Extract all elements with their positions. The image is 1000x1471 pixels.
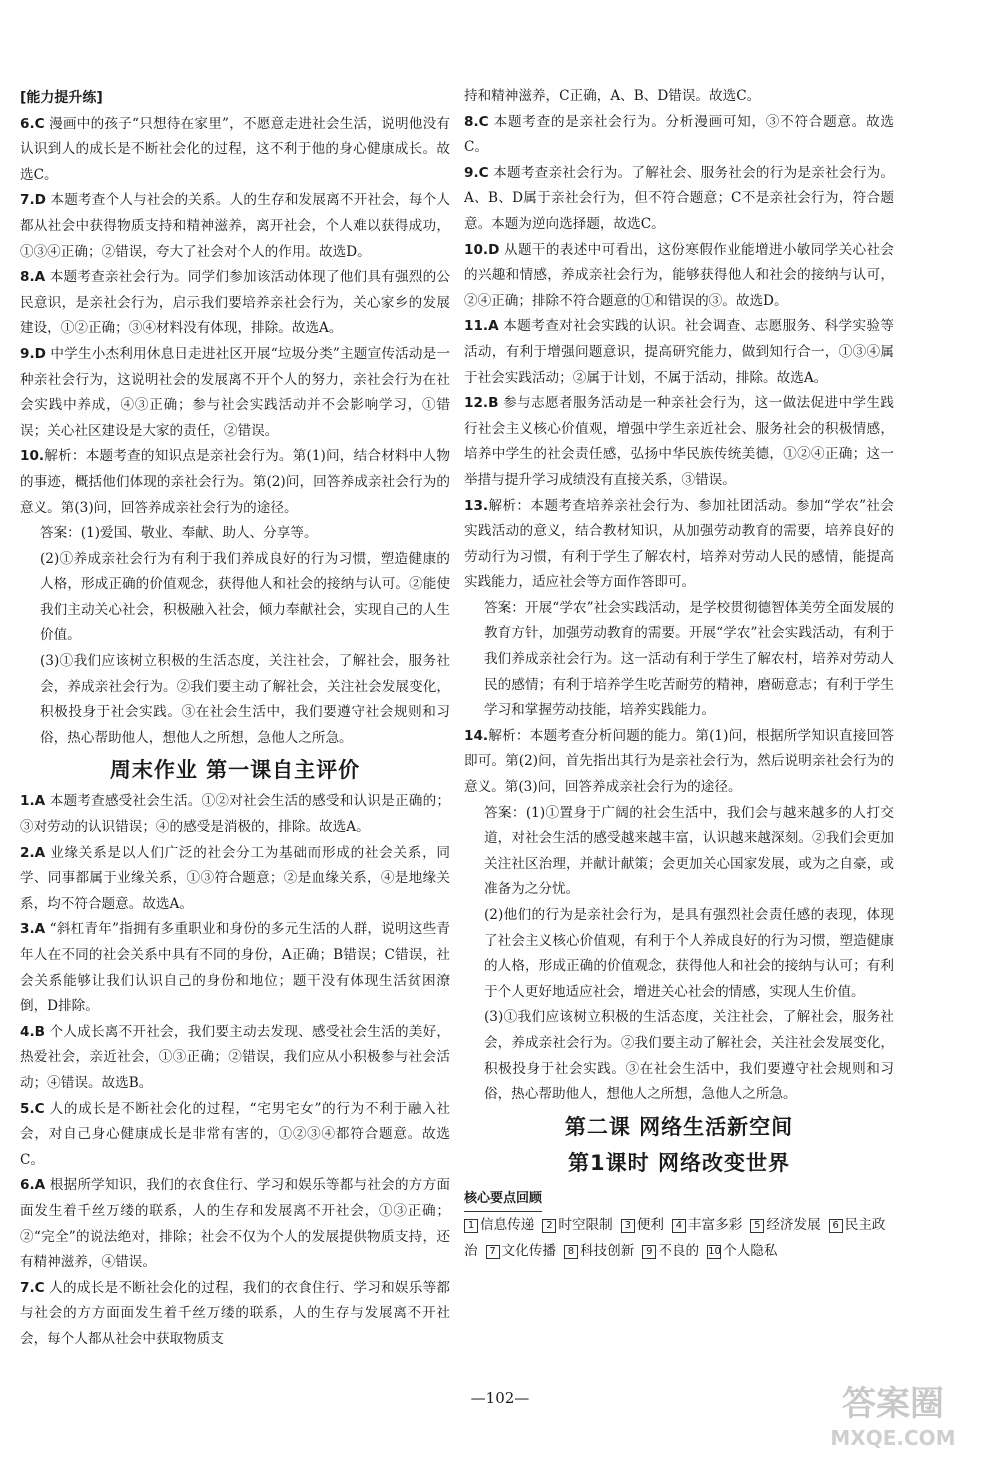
key-point-item [564,1243,634,1259]
answer-paragraph: 答案：(1)①置身于广阔的社会生活中，我们会与越来越多的人打交道，对社会生活的感受越来越丰富，认识越来越深刻。②我们会更加关注社区治理，并献计献策；会更加关心国家发展，或为之自豪，或准备为之分忧。 [484,804,894,898]
key-point-item [750,1217,820,1233]
answer-paragraph: (3)①我们应该树立积极的生活态度，关注社会，了解社会，服务社会，养成亲社会行为。②我们要主动了解社会，关注社会发展变化，积极投身于社会实践。③在社会生活中，我们要遵守社会规则和习俗，热心帮助他人，想他人之所想，急他人之所急。 [40,653,450,746]
item-number: 9.D [20,345,46,362]
item-text: 本题考查感受社会生活。①②对社会生活的感受和认识是正确的；③对劳动的认识错误；④的感受是消极的，排除。故选A。 [20,793,450,836]
item-number: 1.A [20,793,46,810]
item-number: 6.A [20,1177,46,1194]
key-point-item [642,1243,699,1259]
list-item-14 [464,724,894,801]
key-points-list [464,1212,894,1264]
item-text: 漫画中的孩子“只想待在家里”，不愿意走进社会生活，说明他没有认识到人的成长是不断社会化的过程，这不利于他的身心健康成长。故选C。 [20,115,450,183]
list-item [20,265,450,342]
item-text: 本题考查亲社会行为。同学们参加该活动体现了他们具有强烈的公民意识，是亲社会行为，启示我们要培养亲社会行为，关心家乡的发展建设，①②正确；③④材料没有体现，排除。故选A。 [20,269,450,337]
key-point-number: 3 [621,1219,635,1233]
list-item [464,161,894,238]
item-number: 5.C [20,1100,45,1117]
list-item [20,841,450,918]
section-label: [能力提升练] [20,90,103,106]
list-item [464,110,894,161]
svg-text:答案圈: 答案圈 [842,1384,944,1424]
list-item [20,444,450,521]
list-item [464,494,894,596]
item-text: 人的成长是不断社会化的过程，“宅男宅女”的行为不利于融入社会，对自己身心健康成长是非常有害的，①②③④都符合题意。故选C。 [20,1100,450,1168]
key-point-text: 个人隐私 [723,1243,778,1260]
item-number: 6.C [20,115,45,132]
item-text: 本题考查对社会实践的认识。社会调查、志愿服务、科学实验等活动，有利于增强问题意识，提高研究能力，做到知行合一，①③④属于社会实践活动；②属于计划，不属于活动，排除。故选A。 [464,318,894,386]
period-title: 第1课时 网络改变世界 [568,1150,790,1175]
key-point-text: 民主政治 [464,1217,886,1260]
item-text: “斜杠青年”指拥有多重职业和身份的多元生活的人群，说明这些青年人在不同的社会关系中具有不同的身份，A正确；B错误；C错误，社会关系能够让我们认识自己的身份和地位；题干没有体现生活贫困潦倒，D排除。 [20,921,450,1015]
list-item [20,112,450,189]
item-number: 13. [464,497,489,514]
list-item [20,188,450,265]
item-number: 4.B [20,1023,45,1040]
item-text: 业缘关系是以人们广泛的社会分工为基础而形成的社会关系，同学、同事都属于业缘关系，①③符合题意；②是血缘关系，④是地缘关系，均不符合题意。故选A。 [20,844,450,912]
key-point-number: 1 [464,1219,478,1233]
item-number: 11.A [464,318,499,335]
lesson-title: 第二课 网络生活新空间 [564,1114,794,1139]
key-point-number: 2 [542,1219,556,1233]
key-point-item [464,1217,534,1233]
item-number: 14. [464,727,489,744]
weekend-answer-list [20,789,450,1352]
key-point-text: 丰富多彩 [687,1217,743,1234]
list-item [464,314,894,391]
left-column [20,86,450,1353]
key-point-text: 信息传递 [480,1217,535,1234]
item-text: 解析：本题考查培养亲社会行为、参加社团活动。参加“学农”社会实践活动的意义，结合教材知识，从加强劳动教育的需要，培养良好的劳动行为习惯，有利于学生了解农村，培养对劳动人民的感情，能提高实践能力，适应社会等方面作答即可。 [464,497,894,591]
item-number: 10.D [464,241,500,258]
page-number: —102— [470,1389,530,1407]
watermark-logo [808,1373,978,1453]
list-item [20,917,450,1019]
left-answer-list [20,112,450,522]
item-number: 8.C [464,113,489,130]
answer-paragraph: (2)他们的行为是亲社会行为，是具有强烈社会责任感的表现，体现了社会主义核心价值观，有利于个人养成良好的行为习惯，塑造健康的人格，形成正确的价值观念，获得他人和社会的接纳与认可；有利于个人更好地适应社会，增进关心社会的情感，实现人生价值。 [484,907,894,1000]
key-points-title: 核心要点回顾 [464,1186,542,1213]
item-number: 3.A [20,921,46,938]
answer-10 [20,521,450,751]
key-point-item [486,1243,556,1259]
answer-14 [464,801,894,1108]
key-point-item [707,1243,777,1259]
key-point-text: 文化传播 [501,1243,556,1260]
key-point-text: 便利 [636,1217,664,1234]
list-item [20,1276,450,1353]
list-item [464,238,894,315]
item-number: 10. [20,448,45,465]
key-point-item [542,1217,612,1233]
answer-paragraph: (3)①我们应该树立积极的生活态度，关注社会，了解社会，服务社会，养成亲社会行为。②我们要主动了解社会，关注社会发展变化，积极投身于社会实践。③在社会生活中，我们要遵守社会规则和习俗，热心帮助他人，想他人之所想，急他人之所急。 [484,1009,894,1103]
key-point-text: 科技创新 [579,1243,635,1260]
key-point-number: 6 [829,1219,843,1233]
item-text: 本题考查个人与社会的关系。人的生存和发展离不开社会，每个人都从社会中获得物质支持和精神滋养，离开社会，个人难以获得成功，①③④正确；②错误，夸大了社会对个人的作用。故选D。 [20,192,450,260]
key-point-number: 8 [564,1245,578,1259]
key-point-number: 7 [486,1245,500,1259]
key-point-text: 不良的 [658,1243,700,1260]
item-text: 从题干的表述中可看出，这份寒假作业能增进小敏同学关心社会的兴趣和情感，养成亲社会行为，能够获得他人和社会的接纳与认可，②④正确；排除不符合题意的①和错误的③。故选D。 [464,241,894,309]
item-text: 解析：本题考查分析问题的能力。第(1)问，根据所学知识直接回答即可。第(2)问，首先指出其行为是亲社会行为，然后说明亲社会行为的意义。第(3)问，回答养成亲社会行为的途径。 [464,727,894,796]
list-item [20,1173,450,1275]
item-text: 根据所学知识，我们的衣食住行、学习和娱乐等都与社会的方方面面发生着千丝万缕的联系，人的生存和发展离不开社会，①③正确；②“完全”的说法绝对，排除；社会不仅为个人的发展提供物质支持，还有精神滋养，④错误。 [20,1177,450,1271]
item-text: 参与志愿者服务活动是一种亲社会行为，这一做法促进中学生践行社会主义核心价值观，增强中学生亲近社会、服务社会的积极情感，培养中学生的社会责任感，弘扬中华民族传统美德，①②④正确；这一举措与提升学习成绩没有直接关系，③错误。 [464,395,894,488]
list-item [20,1020,450,1097]
list-item [20,1097,450,1174]
item-number: 9.C [464,164,489,181]
key-point-number: 10 [708,1246,721,1258]
right-column [464,84,894,1264]
list-item [20,342,450,444]
item-text: 中学生小杰利用休息日走进社区开展“垃圾分类”主题宣传活动是一种亲社会行为，这说明社会的发展离不开个人的努力，亲社会行为在社会实践中养成，④③正确；参与社会实践活动并不会影响学习，①错误；关心社区建设是大家的责任，②错误。 [20,345,450,439]
list-item [20,789,450,840]
continued-text: 持和精神滋养，C正确，A、B、D错误。故选C。 [464,88,761,104]
svg-text:MXQE.COM: MXQE.COM [830,1426,956,1450]
key-point-number: 9 [642,1245,656,1259]
answer-paragraph: 答案：(1)爱国、敬业、奉献、助人、分享等。 [40,525,318,542]
key-point-number: 5 [750,1219,764,1233]
item-number: 8.A [20,269,46,286]
key-point-item [672,1217,742,1233]
list-item [464,391,894,493]
answer-13: 答案：开展“学农”社会实践活动，是学校贯彻德智体美劳全面发展的教育方针，加强劳动教育的需要。开展“学农”社会实践活动，有利于我们养成亲社会行为。这一活动有利于学生了解农村，培养对劳动人民的感情；有利于培养学生吃苦耐劳的精神，磨砺意志；有利于学生学习和掌握劳动技能，培养实践能力。 [484,599,894,719]
item-number: 12.B [464,395,499,412]
key-point-text: 时空限制 [558,1217,613,1234]
item-number: 2.A [20,844,46,861]
key-point-text: 经济发展 [766,1217,821,1234]
right-answer-list [464,110,894,596]
weekend-title: 周末作业 第一课自主评价 [109,758,361,783]
item-text: 本题考查的是亲社会行为。分析漫画可知，③不符合题意。故选C。 [464,113,894,156]
item-text: 人的成长是不断社会化的过程，我们的衣食住行、学习和娱乐等都与社会的方方面面发生着千丝万缕的联系，人的生存与发展离不开社会，每个人都从社会中获取物质支 [20,1279,450,1347]
key-point-item [621,1217,664,1233]
item-text: 解析：本题考查的知识点是亲社会行为。第(1)问，结合材料中人物的事迹，概括他们体现的亲社会行为。第(2)问，回答养成亲社会行为的意义。第(3)问，回答养成亲社会行为的途径。 [20,448,450,516]
item-text: 本题考查亲社会行为。了解社会、服务社会的行为是亲社会行为。A、B、D属于亲社会行为，但不符合题意；C不是亲社会行为，符合题意。本题为逆向选择题，故选C。 [464,164,894,232]
answer-paragraph: (2)①养成亲社会行为有利于我们养成良好的行为习惯，塑造健康的人格，形成正确的价值观念，获得他人和社会的接纳与认可。②能使我们主动关心社会，积极融入社会，倾力奉献社会，实现自己的人生价值。 [40,550,450,644]
item-text: 个人成长离不开社会，我们要主动去发现、感受社会生活的美好，热爱社会，亲近社会，①③正确；②错误，我们应从小积极参与社会活动；④错误。故选B。 [20,1023,450,1091]
item-number: 7.C [20,1279,45,1296]
key-point-number: 4 [672,1219,686,1233]
item-number: 7.D [20,192,46,209]
